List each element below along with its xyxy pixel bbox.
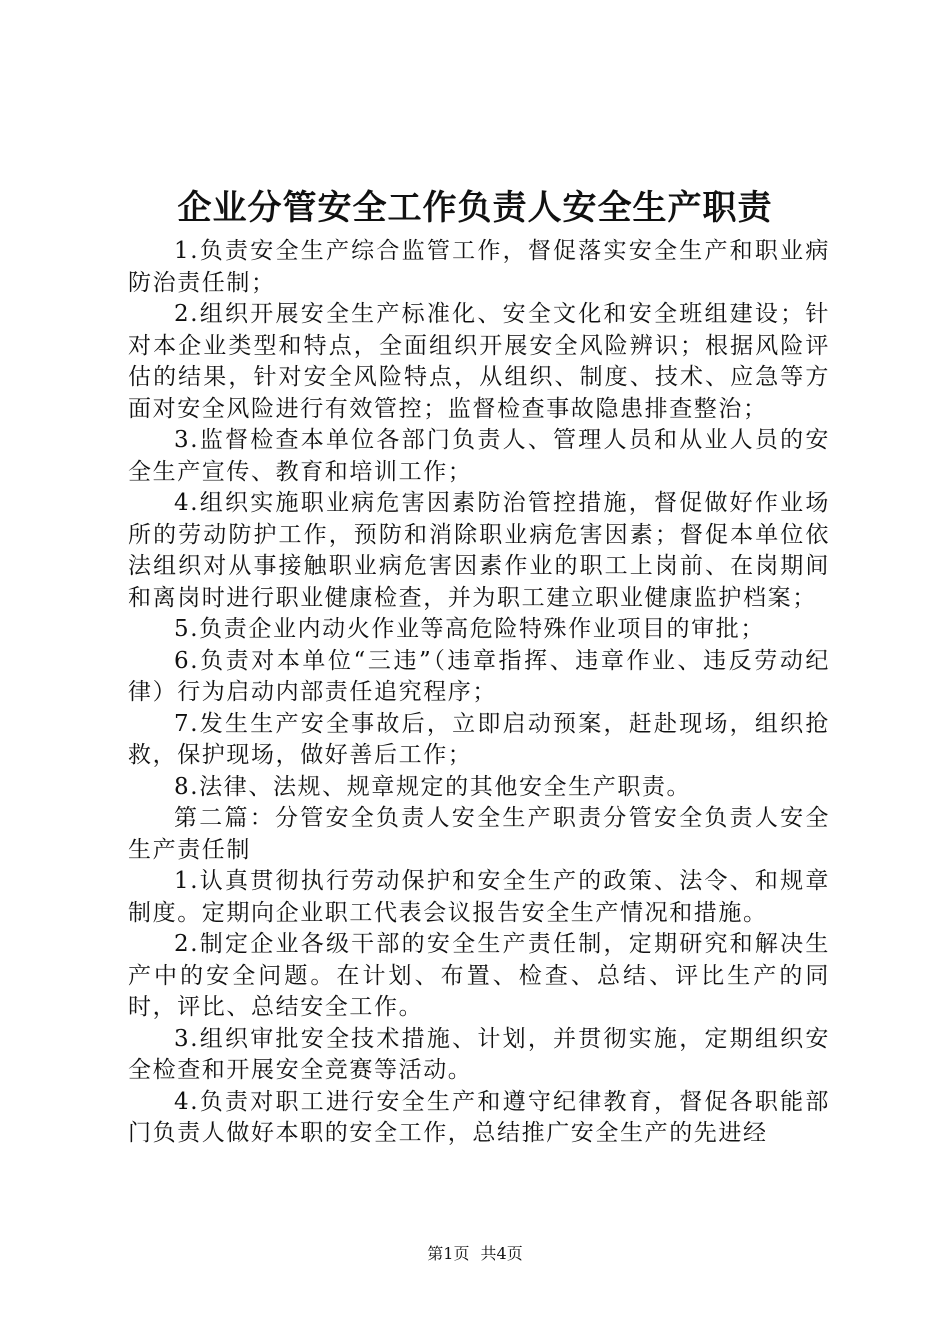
document-body [128, 236, 830, 1150]
section-heading: 第二篇：分管安全负责人安全生产职责分管安全负责人安全生产责任制 [128, 805, 830, 863]
paragraph: 4.负责对职工进行安全生产和遵守纪律教育，督促各职能部门负责人做好本职的安全工作，总结推广安全生产的先进经 [128, 1088, 830, 1146]
paragraph: 3.组织审批安全技术措施、计划，并贯彻实施，定期组织安全检查和开展安全竞赛等活动。 [128, 1025, 830, 1083]
page-total: 共4页 [480, 1244, 523, 1263]
paragraph: 4.组织实施职业病危害因素防治管控措施，督促做好作业场所的劳动防护工作，预防和消除职业病危害因素；督促本单位依法组织对从事接触职业病危害因素作业的职工上岗前、在岗期间和离岗时进行职业健康检查，并为职工建立职业健康监护档案； [128, 490, 830, 611]
paragraph: 2.组织开展安全生产标准化、安全文化和安全班组建设；针对本企业类型和特点，全面组织开展安全风险辨识；根据风险评估的结果，针对安全风险特点，从组织、制度、技术、应急等方面对安全风险进行有效管控；监督检查事故隐患排查整治； [128, 301, 830, 422]
paragraph: 1.负责安全生产综合监管工作，督促落实安全生产和职业病防治责任制； [128, 238, 830, 296]
paragraph: 8.法律、法规、规章规定的其他安全生产职责。 [174, 773, 692, 800]
paragraph: 6.负责对本单位“三违”（违章指挥、违章作业、违反劳动纪律）行为启动内部责任追究程序； [128, 647, 830, 705]
paragraph: 2.制定企业各级干部的安全生产责任制，定期研究和解决生产中的安全问题。在计划、布置、检查、总结、评比生产的同时，评比、总结安全工作。 [128, 931, 830, 1020]
paragraph: 5.负责企业内动火作业等高危险特殊作业项目的审批； [174, 616, 765, 642]
page-number: 第1页 [427, 1244, 470, 1263]
page-footer [0, 1244, 950, 1264]
paragraph: 7.发生生产安全事故后，立即启动预案，赶赴现场，组织抢救，保护现场，做好善后工作； [128, 710, 830, 768]
paragraph: 1.认真贯彻执行劳动保护和安全生产的政策、法令、和规章制度。定期向企业职工代表会议报告安全生产情况和措施。 [128, 868, 830, 926]
document-title: 企业分管安全工作负责人安全生产职责 [177, 188, 773, 228]
paragraph: 3.监督检查本单位各部门负责人、管理人员和从业人员的安全生产宣传、教育和培训工作； [128, 427, 830, 485]
